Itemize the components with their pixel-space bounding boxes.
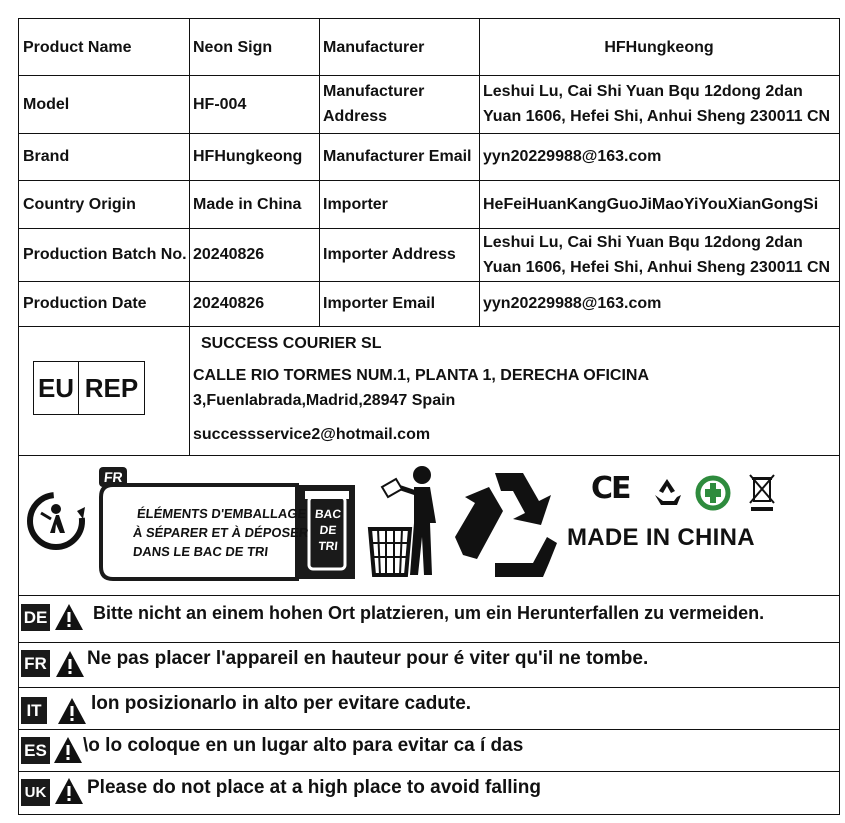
country-origin-label: Country Origin: [23, 195, 136, 213]
manufacturer-address-label: Manufacturer Address: [323, 83, 425, 125]
importer-value: HeFeiHuanKangGuoJiMaoYiYouXianGongSi: [483, 195, 819, 213]
batch-no-value: 20240826: [193, 246, 265, 263]
lang-badge-it: IT: [21, 697, 47, 724]
row-divider: [19, 642, 839, 643]
bin-label-3: TRI: [317, 539, 339, 553]
bin-label-1: BAC: [314, 507, 342, 521]
warning-row-es: [19, 731, 839, 771]
green-dot-icon: [695, 475, 731, 511]
model-label: Model: [23, 95, 70, 113]
lang-badge-es: ES: [21, 737, 50, 764]
warning-triangle-icon: [55, 650, 85, 678]
triman-packaging-info: [97, 467, 357, 585]
row-divider: [19, 326, 839, 327]
lang-badge-uk: UK: [21, 779, 50, 806]
production-date-label: Production Date: [23, 295, 147, 312]
triman-fr-tag: FR: [103, 469, 124, 485]
product-name-value: Neon Sign: [193, 38, 273, 56]
manufacturer-label: Manufacturer: [323, 38, 425, 56]
country-origin-value: Made in China: [193, 195, 302, 213]
warning-text-fr: Ne pas placer l'appareil en hauteur pour é viter qu'il ne tombe.: [87, 648, 649, 669]
small-recycle-icon: [651, 477, 683, 507]
eu-rep-address-line2: 3,Fuenlabrada,Madrid,28947 Spain: [193, 392, 456, 409]
col-divider: [189, 326, 190, 455]
importer-email-label: Importer Email: [323, 295, 436, 312]
warning-text-de: Bitte nicht an einem hohen Ort platzieren, um ein Herunterfallen zu vermeiden.: [93, 603, 765, 623]
model-value: HF-004: [193, 95, 247, 113]
brand-label: Brand: [23, 148, 70, 165]
lang-badge-fr: FR: [21, 650, 50, 677]
production-date-value: 20240826: [193, 295, 265, 312]
warning-row-uk: [19, 773, 839, 813]
eu-badge-text: EU: [34, 362, 79, 414]
warning-text-es: \o lo coloque en un lugar alto para evitar ca í das: [83, 735, 524, 756]
importer-address-label: Importer Address: [323, 246, 456, 263]
warning-text-it: lon posizionarlo in alto per evitare cadute.: [91, 693, 472, 714]
triman-line1: ÉLÉMENTS D'EMBALLAGE: [136, 506, 308, 521]
weee-bin-icon: [747, 473, 777, 513]
made-in-china-text: MADE IN CHINA: [567, 524, 755, 551]
triman-icon: [23, 473, 89, 569]
triman-line2: À SÉPARER ET À DÉPOSER: [132, 525, 310, 540]
eu-rep-company: SUCCESS COURIER SL: [201, 335, 382, 352]
importer-email-value: yyn20229988@163.com: [483, 295, 662, 312]
batch-no-label: Production Batch No.: [23, 246, 187, 263]
tidyman-icon: [364, 463, 454, 581]
manufacturer-address-value: Leshui Lu, Cai Shi Yuan Bqu 12dong 2dan Yuan 1606, Hefei Shi, Anhui Sheng 230011 CN: [483, 83, 831, 125]
warning-triangle-icon: [54, 777, 84, 805]
warning-text-uk: Please do not place at a high place to avoid falling: [87, 777, 541, 798]
importer-address-value: Leshui Lu, Cai Shi Yuan Bqu 12dong 2dan Yuan 1606, Hefei Shi, Anhui Sheng 230011 CN: [483, 233, 831, 276]
row-divider: [19, 771, 839, 772]
row-divider: [19, 729, 839, 730]
eu-rep-email: successservice2@hotmail.com: [193, 426, 431, 443]
manufacturer-email-label: Manufacturer Email: [323, 148, 472, 165]
product-name-label: Product Name: [23, 38, 132, 56]
lang-badge-de: DE: [21, 604, 50, 631]
warning-triangle-icon: [54, 603, 84, 631]
brand-value: HFHungkeong: [193, 148, 303, 165]
row-divider: [19, 595, 839, 596]
product-label-sheet: [18, 18, 840, 815]
warning-row-de: [19, 597, 839, 637]
manufacturer-value: HFHungkeong: [604, 38, 714, 56]
warning-row-it: [19, 689, 839, 729]
bin-label-2: DE: [318, 523, 338, 537]
row-divider: [19, 455, 839, 456]
warning-triangle-icon: [57, 697, 87, 725]
ce-mark-icon: CE: [591, 471, 630, 506]
rep-badge-text: REP: [84, 372, 139, 403]
importer-label: Importer: [323, 195, 388, 213]
row-divider: [19, 687, 839, 688]
eu-rep-address-line1: CALLE RIO TORMES NUM.1, PLANTA 1, DERECHA OFICINA: [193, 367, 650, 384]
eu-rep-badge: [33, 361, 145, 415]
manufacturer-email-value: yyn20229988@163.com: [483, 148, 662, 165]
warning-triangle-icon: [53, 736, 83, 764]
recycle-icon: [451, 467, 559, 583]
warning-row-fr: [19, 644, 839, 684]
triman-line3: DANS LE BAC DE TRI: [132, 544, 269, 559]
